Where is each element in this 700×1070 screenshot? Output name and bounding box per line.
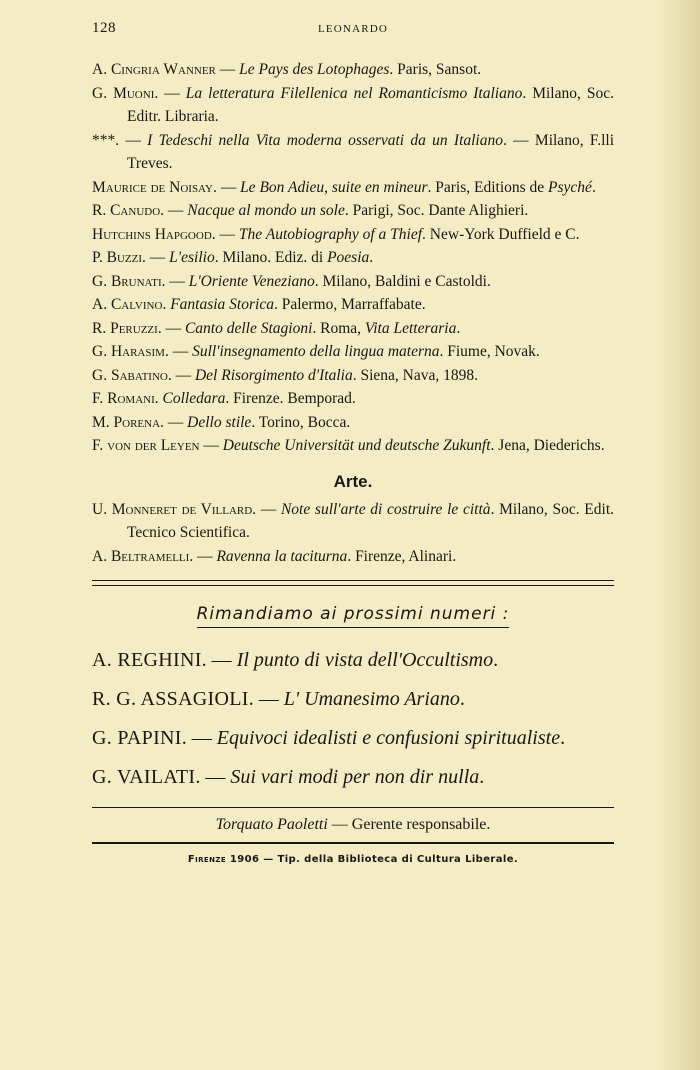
section-heading-arte: Arte. (333, 471, 373, 491)
entry-author: Hutchins Hapgood (92, 225, 212, 243)
double-rule (92, 580, 614, 586)
entry-title: I Tedeschi nella Vita moderna osservati da un Italiano (147, 131, 503, 149)
entry-title: Equivoci idealisti e confusioni spiritualiste (216, 727, 561, 749)
entry-publisher: . Palermo, Marraffabate. (273, 296, 426, 313)
entry-title: L'Oriente Veneziano (188, 272, 315, 290)
book-list (92, 58, 614, 458)
entry-author: A. Cingria Wanner (92, 61, 216, 78)
forthcoming-entry (92, 644, 614, 676)
entry-author: G. Sabatino (92, 366, 168, 384)
entry-separator: . — (181, 727, 217, 749)
entry-author: A. REGHINI (92, 649, 202, 671)
running-head: LEONARDO (317, 23, 389, 35)
entry-title: Nacque al mondo un sole (187, 202, 345, 219)
entry-publisher: . Firenze. Bemporad. (225, 390, 356, 407)
entry-publisher: . Milano, Soc. Editr. Libraria. (127, 84, 614, 125)
forthcoming-entry (92, 722, 614, 754)
rimandiamo-heading (92, 604, 614, 624)
gerente-name: Torquato Paoletti (215, 816, 328, 833)
entry-author: U. Monneret de Villard (92, 500, 253, 518)
entry-title: Deutsche Universität und deutsche Zukunft (222, 437, 491, 454)
entry-publisher: . New-York Duffield e C. (422, 225, 580, 243)
entry-author: M. Porena (92, 413, 161, 431)
entry-title: Colledara (162, 390, 226, 407)
bibliography-entry (92, 364, 614, 388)
entry-title: Sui vari modi per non dir nulla (230, 766, 480, 788)
entry-publisher: . (479, 766, 485, 788)
bibliography-entry (92, 340, 614, 364)
entry-publisher-tail: . (456, 319, 461, 337)
entry-title-secondary: Poesia (327, 249, 370, 266)
bibliography-entry (92, 82, 614, 129)
entry-publisher: . Roma, (312, 319, 365, 337)
entry-publisher: . (459, 688, 465, 710)
entry-separator: . (154, 390, 163, 407)
entry-title-secondary: Vita Letteraria (364, 319, 457, 337)
entry-title: L'esilio (169, 249, 215, 266)
printer-city: Firenze (187, 854, 227, 865)
entry-author: G. PAPINI (92, 727, 182, 749)
entry-separator: . — (195, 766, 231, 788)
entry-publisher: . (560, 727, 566, 749)
bibliography-entry (92, 387, 614, 411)
bibliography-entry (92, 223, 614, 247)
entry-title: Le Bon Adieu, suite en mineur (240, 178, 428, 196)
entry-author: G. Brunati (92, 272, 162, 290)
entry-title: Canto delle Stagioni (184, 319, 313, 337)
page-number: 128 (92, 20, 116, 36)
entry-publisher-tail: . (369, 249, 374, 266)
entry-separator: . — (252, 500, 281, 518)
entry-publisher: . Milano. Ediz. di (214, 249, 328, 266)
bibliography-entry (92, 58, 614, 82)
entry-title: Il punto di vista dell'Occultismo (236, 649, 494, 671)
book-page (92, 0, 614, 865)
entry-separator: — (199, 437, 223, 454)
entry-publisher-tail: . (591, 178, 596, 196)
entry-title-secondary: Psyché (548, 178, 592, 196)
entry-publisher: . Torino, Bocca. (251, 413, 351, 431)
bibliography-entry (92, 129, 614, 176)
gerente-line (92, 816, 614, 834)
entry-author: G. VAILATI (92, 766, 196, 788)
entry-title: Fantasia Storica (170, 296, 274, 313)
bibliography-entry (92, 498, 614, 545)
entry-author: *** (92, 131, 116, 149)
entry-publisher: . Paris, Editions de (427, 178, 549, 196)
entry-separator: . — (161, 272, 189, 290)
entry-separator: . — (212, 178, 241, 196)
entry-author: G. Muoni (92, 84, 155, 102)
entry-author: R. G. ASSAGIOLI (92, 688, 249, 710)
bibliography-entry (92, 411, 614, 435)
entry-separator: . — (154, 84, 186, 102)
forthcoming-entry (92, 683, 614, 715)
entry-publisher: . Parigi, Soc. Dante Alighieri. (344, 202, 529, 219)
entry-separator: . — (248, 688, 284, 710)
entry-title: The Autobiography of a Thief (238, 225, 423, 243)
entry-separator: . — (160, 202, 188, 219)
entry-author: A. Beltramelli (92, 547, 190, 565)
page-edge-shadow (658, 0, 700, 1070)
entry-separator: . — (164, 343, 193, 360)
bibliography-entry (92, 293, 614, 317)
printer-imprint (92, 854, 614, 865)
entry-title: Del Risorgimento d'Italia (194, 366, 353, 384)
forthcoming-entry (92, 761, 614, 793)
entry-publisher: . Siena, Nava, 1898. (352, 366, 478, 384)
entry-author: A. Calvino (92, 296, 163, 313)
rimandiamo-text: Rimandiamo ai prossimi numeri : (197, 604, 510, 628)
arte-list (92, 498, 614, 569)
bibliography-entry (92, 270, 614, 294)
entry-separator: . — (142, 249, 170, 266)
entry-publisher: . Milano, Baldini e Castoldi. (314, 272, 491, 290)
printer-details: 1906 — Tip. della Biblioteca di Cultura Liberale. (226, 854, 519, 865)
rule-above-imprint (92, 842, 614, 844)
entry-separator: . — (115, 131, 148, 149)
bibliography-entry (92, 434, 614, 458)
entry-separator: — (215, 61, 240, 78)
entry-author: R. Peruzzi (92, 319, 158, 337)
entry-author: F. von der Leyen (92, 437, 200, 454)
entry-author: P. Buzzi (92, 249, 143, 266)
entry-separator: . — (211, 225, 239, 243)
entry-author: F. Romani (92, 390, 155, 407)
rule-above-gerente (92, 807, 614, 808)
entry-title: Ravenna la taciturna (216, 547, 348, 565)
entry-separator: . — (167, 366, 195, 384)
entry-publisher: . (493, 649, 499, 671)
entry-publisher: . Firenze, Alinari. (347, 547, 457, 565)
entry-separator: . — (201, 649, 237, 671)
entry-separator: . — (157, 319, 185, 337)
entry-separator: . (162, 296, 171, 313)
bibliography-entry (92, 176, 614, 200)
bibliography-entry (92, 545, 614, 569)
entry-title: La letteratura Filellenica nel Romanticismo Italiano (185, 84, 523, 102)
entry-separator: . — (189, 547, 217, 565)
entry-title: Dello stile (187, 413, 252, 431)
bibliography-entry (92, 317, 614, 341)
entry-title: Note sull'arte di costruire le città (280, 500, 491, 518)
page-header (92, 0, 614, 58)
gerente-role: — Gerente responsabile. (327, 816, 491, 833)
entry-title: Le Pays des Lotophages (239, 61, 390, 78)
entry-publisher: . Milano, Soc. Edit. Tecnico Scientifica. (127, 500, 615, 541)
entry-author: R. Canudo (92, 202, 161, 219)
entry-publisher: . Paris, Sansot. (389, 61, 482, 78)
entry-title: L' Umanesimo Ariano (283, 688, 460, 710)
entry-author: G. Harasim (92, 343, 165, 360)
entry-author: Maurice de Noisay (92, 178, 213, 196)
entry-publisher: . Jena, Diederichs. (490, 437, 605, 454)
entry-separator: . — (160, 413, 188, 431)
bibliography-entry (92, 246, 614, 270)
forthcoming-list (92, 644, 614, 793)
entry-publisher: . Fiume, Novak. (439, 343, 540, 360)
entry-publisher: . — Milano, F.lli Treves. (127, 131, 615, 172)
entry-title: Sull'insegnamento della lingua materna (192, 343, 440, 360)
bibliography-entry (92, 199, 614, 223)
